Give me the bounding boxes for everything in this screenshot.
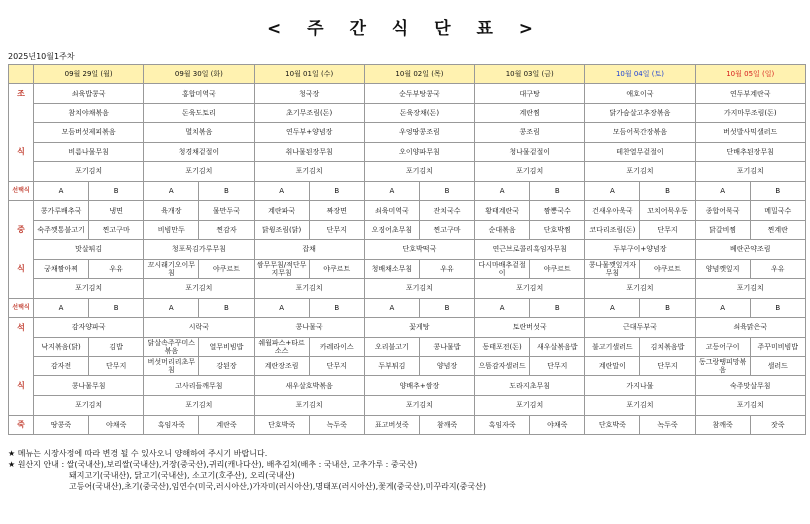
dinner-item: 고사리들깨무침 bbox=[144, 376, 254, 395]
breakfast-item: 우엉땅콩조림 bbox=[364, 123, 474, 142]
breakfast-item: 포기김치 bbox=[144, 161, 254, 181]
choice-b: B bbox=[309, 181, 364, 200]
day-header: 09월 30일 (화) bbox=[144, 65, 254, 84]
breakfast-item: 모듬버섯제피볶음 bbox=[34, 123, 144, 142]
dinner-item: 시락국 bbox=[144, 318, 254, 337]
table-row bbox=[9, 103, 806, 122]
lunch-item-a: 코다리조림(돈) bbox=[585, 220, 640, 239]
day-header: 10월 05일 (일) bbox=[695, 65, 805, 84]
breakfast-item: 청국장 bbox=[254, 84, 364, 103]
dinner-item-b: 양념장 bbox=[419, 357, 474, 376]
dinner-item: 도라지초무침 bbox=[475, 376, 585, 395]
breakfast-item: 포기김치 bbox=[585, 161, 695, 181]
choice-b: B bbox=[419, 298, 474, 317]
meal-label: 조 bbox=[9, 84, 34, 103]
dinner-item-b: 카레라이스 bbox=[309, 337, 364, 356]
dinner-item: 쇠육맑은국 bbox=[695, 318, 805, 337]
dinner-item: 포기김치 bbox=[585, 395, 695, 415]
juk-item-b: 야채죽 bbox=[89, 415, 144, 434]
dinner-item: 꽃게탕 bbox=[364, 318, 474, 337]
choice-a: A bbox=[475, 298, 530, 317]
lunch-item-b: 꼬치어묵우동 bbox=[640, 201, 695, 220]
breakfast-item: 가지마무조림(돈) bbox=[695, 103, 805, 122]
choice-b: B bbox=[89, 298, 144, 317]
breakfast-item: 포기김치 bbox=[254, 161, 364, 181]
juk-item-a: 단호박죽 bbox=[585, 415, 640, 434]
meal-label bbox=[9, 240, 34, 259]
breakfast-item: 홍합미역국 bbox=[144, 84, 254, 103]
lunch-item-a: 비빔만두 bbox=[144, 220, 199, 239]
dinner-item-b: 주꾸미비빔밥 bbox=[750, 337, 805, 356]
choice-b: B bbox=[640, 181, 695, 200]
breakfast-item: 애호이국 bbox=[585, 84, 695, 103]
lunch-item-b: 단무지 bbox=[309, 220, 364, 239]
table-row bbox=[9, 84, 806, 103]
meal-label bbox=[9, 201, 34, 220]
breakfast-item: 청나물겉절이 bbox=[475, 142, 585, 161]
table-row bbox=[9, 415, 806, 434]
meal-label: 죽 bbox=[9, 415, 34, 434]
choice-a: A bbox=[695, 298, 750, 317]
table-row bbox=[9, 142, 806, 161]
lunch-item-b: 찐감자 bbox=[199, 220, 254, 239]
lunch-item: 청포묵김가루무침 bbox=[144, 240, 254, 259]
breakfast-item: 닭가슴살고추장볶음 bbox=[585, 103, 695, 122]
lunch-item: 포기김치 bbox=[364, 278, 474, 298]
table-row bbox=[9, 395, 806, 415]
juk-item-a: 표고버섯죽 bbox=[364, 415, 419, 434]
dinner-item: 콩나물무침 bbox=[34, 376, 144, 395]
lunch-item-b: 야쿠르트 bbox=[530, 259, 585, 278]
choice-a: A bbox=[364, 181, 419, 200]
meal-label: 식 bbox=[9, 259, 34, 278]
lunch-item: 포기김치 bbox=[585, 278, 695, 298]
juk-item-b: 야채죽 bbox=[530, 415, 585, 434]
meal-label bbox=[9, 395, 34, 415]
choice-a: A bbox=[144, 181, 199, 200]
day-header: 10월 02일 (목) bbox=[364, 65, 474, 84]
dinner-item-a: 동그랑땡피망볶음 bbox=[695, 357, 750, 376]
lunch-item-b: 찐계란 bbox=[750, 220, 805, 239]
lunch-item-a: 콩가루배추국 bbox=[34, 201, 89, 220]
dinner-item-b: 열무비빔밥 bbox=[199, 337, 254, 356]
meal-label bbox=[9, 161, 34, 181]
breakfast-item: 포기김치 bbox=[364, 161, 474, 181]
meal-label bbox=[9, 357, 34, 376]
choice-a: A bbox=[34, 181, 89, 200]
lunch-item: 포기김치 bbox=[475, 278, 585, 298]
dinner-item-b: 강된장 bbox=[199, 357, 254, 376]
choice-b: B bbox=[199, 298, 254, 317]
breakfast-item: 초기무조림(돈) bbox=[254, 103, 364, 122]
breakfast-item: 연두부+양념장 bbox=[254, 123, 364, 142]
dinner-item: 가지나물 bbox=[585, 376, 695, 395]
choice-b: B bbox=[530, 181, 585, 200]
dinner-item-a: 계란장조림 bbox=[254, 357, 309, 376]
menu-table bbox=[8, 64, 806, 435]
meal-label bbox=[9, 337, 34, 356]
dinner-item-a: 오리불고기 bbox=[364, 337, 419, 356]
choice-a: A bbox=[254, 181, 309, 200]
dinner-item: 포기김치 bbox=[34, 395, 144, 415]
breakfast-item: 모듬어묵간장볶음 bbox=[585, 123, 695, 142]
lunch-item: 베란곤약조림 bbox=[695, 240, 805, 259]
breakfast-item: 청경채겉절이 bbox=[144, 142, 254, 161]
dinner-item-b: 단무지 bbox=[89, 357, 144, 376]
breakfast-item: 포기김치 bbox=[695, 161, 805, 181]
dinner-item-b: 콩나물밥 bbox=[419, 337, 474, 356]
dinner-item-a: 쉐월파스+타르소스 bbox=[254, 337, 309, 356]
lunch-item: 포기김치 bbox=[34, 278, 144, 298]
juk-item-a: 흑임자죽 bbox=[144, 415, 199, 434]
table-row bbox=[9, 318, 806, 337]
choice-a: A bbox=[144, 298, 199, 317]
choice-a: A bbox=[585, 181, 640, 200]
lunch-item-b: 짜장면 bbox=[309, 201, 364, 220]
lunch-item-a: 다시마배추겉절이 bbox=[475, 259, 530, 278]
lunch-item-a: 궁채짬아찌 bbox=[34, 259, 89, 278]
table-row bbox=[9, 161, 806, 181]
lunch-item-a: 계란파국 bbox=[254, 201, 309, 220]
table-row bbox=[9, 298, 806, 317]
lunch-item-a: 숙주깻통불고기 bbox=[34, 220, 89, 239]
dinner-item-a: 불고기샐러드 bbox=[585, 337, 640, 356]
lunch-item: 두부구이+양념장 bbox=[585, 240, 695, 259]
lunch-item-b: 잔치국수 bbox=[419, 201, 474, 220]
meal-label bbox=[9, 123, 34, 142]
choice-b: B bbox=[750, 181, 805, 200]
dinner-item: 콩나물국 bbox=[254, 318, 364, 337]
lunch-item-a: 쌈무무침/적단무지무침 bbox=[254, 259, 309, 278]
lunch-item-a: 쇠육미역국 bbox=[364, 201, 419, 220]
lunch-item-a: 육개장 bbox=[144, 201, 199, 220]
week-label: 2025년10월1주차 bbox=[8, 52, 75, 61]
dinner-item: 새우살호박볶음 bbox=[254, 376, 364, 395]
note-change: ★ 메뉴는 시장사정에 따라 변경 될 수 있사오니 양해하여 주시기 바랍니다. bbox=[8, 449, 268, 458]
lunch-item-b: 물만두국 bbox=[199, 201, 254, 220]
lunch-item-a: 황태계란국 bbox=[475, 201, 530, 220]
choice-b: B bbox=[199, 181, 254, 200]
lunch-item-b: 냉면 bbox=[89, 201, 144, 220]
meal-label bbox=[9, 103, 34, 122]
choice-b: B bbox=[640, 298, 695, 317]
meal-label: 석 bbox=[9, 318, 34, 337]
table-row bbox=[9, 65, 806, 84]
breakfast-item: 버섯발사믹샐러드 bbox=[695, 123, 805, 142]
lunch-item-b: 야쿠르트 bbox=[640, 259, 695, 278]
juk-item-b: 계란죽 bbox=[199, 415, 254, 434]
lunch-item-b: 찐고구마 bbox=[419, 220, 474, 239]
table-row bbox=[9, 259, 806, 278]
note-origin-meat: 돼지고기(국내산), 닭고기(국내산), 소고기(호주산), 오리(국내산) bbox=[69, 471, 295, 480]
lunch-item-b: 우유 bbox=[89, 259, 144, 278]
lunch-item-a: 오징어초무침 bbox=[364, 220, 419, 239]
dinner-item-a: 버섯머리리초무침 bbox=[144, 357, 199, 376]
choice-b: B bbox=[419, 181, 474, 200]
choice-a: A bbox=[364, 298, 419, 317]
dinner-item-a: 으뜸감자샐러드 bbox=[475, 357, 530, 376]
table-row bbox=[9, 220, 806, 239]
lunch-item-a: 종합어묵국 bbox=[695, 201, 750, 220]
choice-a: A bbox=[254, 298, 309, 317]
breakfast-item: 취나물된장무침 bbox=[254, 142, 364, 161]
dinner-item: 포기김치 bbox=[695, 395, 805, 415]
breakfast-item: 쇠육밥콩국 bbox=[34, 84, 144, 103]
lunch-item-a: 청배채소무침 bbox=[364, 259, 419, 278]
lunch-item-b: 메밀국수 bbox=[750, 201, 805, 220]
lunch-item: 단호박떡국 bbox=[364, 240, 474, 259]
lunch-item-b: 야쿠르트 bbox=[199, 259, 254, 278]
day-header: 10월 04일 (토) bbox=[585, 65, 695, 84]
lunch-item-b: 야쿠르트 bbox=[309, 259, 364, 278]
choice-b: B bbox=[309, 298, 364, 317]
lunch-item-b: 짬뽕국수 bbox=[530, 201, 585, 220]
breakfast-item: 비름나물무침 bbox=[34, 142, 144, 161]
lunch-item: 포기김치 bbox=[695, 278, 805, 298]
day-header: 10월 03일 (금) bbox=[475, 65, 585, 84]
dinner-item-b: 단무지 bbox=[640, 357, 695, 376]
juk-item-b: 잣죽 bbox=[750, 415, 805, 434]
breakfast-item: 돈육도토리 bbox=[144, 103, 254, 122]
table-row bbox=[9, 240, 806, 259]
dinner-item-b: 샐러드 bbox=[750, 357, 805, 376]
lunch-item-b: 단무지 bbox=[640, 220, 695, 239]
breakfast-item: 멸치볶음 bbox=[144, 123, 254, 142]
table-row bbox=[9, 123, 806, 142]
choice-b: B bbox=[89, 181, 144, 200]
table-row bbox=[9, 376, 806, 395]
breakfast-item: 순두부탕콩국 bbox=[364, 84, 474, 103]
day-header: 09월 29일 (월) bbox=[34, 65, 144, 84]
lunch-item-a: 양념깻잎지 bbox=[695, 259, 750, 278]
choice-label: 선택식 bbox=[9, 181, 34, 200]
juk-item-a: 참깨죽 bbox=[695, 415, 750, 434]
dinner-item-b: 김밥 bbox=[89, 337, 144, 356]
dinner-item: 포기김치 bbox=[475, 395, 585, 415]
lunch-item-b: 단호박찜 bbox=[530, 220, 585, 239]
lunch-item: 연근브로콜리흑임자무침 bbox=[475, 240, 585, 259]
lunch-item-a: 꼬시래기오이무침 bbox=[144, 259, 199, 278]
lunch-item: 맛살튀김 bbox=[34, 240, 144, 259]
dinner-item-a: 닭살속주꾸미스볶음 bbox=[144, 337, 199, 356]
table-row bbox=[9, 337, 806, 356]
dinner-item: 근대두부국 bbox=[585, 318, 695, 337]
lunch-item-b: 찐고구마 bbox=[89, 220, 144, 239]
table-row bbox=[9, 201, 806, 220]
dinner-item-a: 동태포전(돈) bbox=[475, 337, 530, 356]
breakfast-item: 콩조림 bbox=[475, 123, 585, 142]
dinner-item: 감자양파국 bbox=[34, 318, 144, 337]
juk-item-a: 흑임자죽 bbox=[475, 415, 530, 434]
choice-label: 선택식 bbox=[9, 298, 34, 317]
breakfast-item: 포기김치 bbox=[34, 161, 144, 181]
table-row bbox=[9, 278, 806, 298]
breakfast-item: 연두부계란국 bbox=[695, 84, 805, 103]
dinner-item: 포기김치 bbox=[144, 395, 254, 415]
dinner-item: 숙주맛살무침 bbox=[695, 376, 805, 395]
lunch-item-b: 우유 bbox=[419, 259, 474, 278]
choice-a: A bbox=[695, 181, 750, 200]
meal-label: 식 bbox=[9, 376, 34, 395]
lunch-item: 잡채 bbox=[254, 240, 364, 259]
breakfast-item: 계란찜 bbox=[475, 103, 585, 122]
juk-item-b: 녹두죽 bbox=[640, 415, 695, 434]
lunch-item-a: 순대볶음 bbox=[475, 220, 530, 239]
dinner-item-a: 두부튀김 bbox=[364, 357, 419, 376]
dinner-item: 포기김치 bbox=[364, 395, 474, 415]
choice-a: A bbox=[34, 298, 89, 317]
lunch-item: 포기김치 bbox=[254, 278, 364, 298]
lunch-item-a: 콩나물깻잎겨자무침 bbox=[585, 259, 640, 278]
dinner-item-b: 새우살볶음밥 bbox=[530, 337, 585, 356]
choice-a: A bbox=[475, 181, 530, 200]
lunch-item-a: 닭윙조림(닭) bbox=[254, 220, 309, 239]
dinner-item-a: 고등어구이 bbox=[695, 337, 750, 356]
lunch-item-b: 우유 bbox=[750, 259, 805, 278]
juk-item-a: 땅콩죽 bbox=[34, 415, 89, 434]
lunch-item-a: 닭갈비찜 bbox=[695, 220, 750, 239]
choice-a: A bbox=[585, 298, 640, 317]
lunch-item-a: 건새우아욱국 bbox=[585, 201, 640, 220]
note-origin: ★ 원산지 안내 : 쌀(국내산),보리쌀(국내산),거장(중국산),귀리(캐나다산), 배추김치(배추 : 국내산, 고추가루 : 중국산) bbox=[8, 460, 418, 469]
dinner-item-b: 단무지 bbox=[530, 357, 585, 376]
breakfast-item: 참치야채볶음 bbox=[34, 103, 144, 122]
breakfast-item: 대구탕 bbox=[475, 84, 585, 103]
lunch-item: 포기김치 bbox=[144, 278, 254, 298]
meal-label: 중 bbox=[9, 220, 34, 239]
breakfast-item: 포기김치 bbox=[475, 161, 585, 181]
note-origin-fish: 고등어(국내산),초기(중국산),임연수(미국,러시아산,)가자미(러시아산),명태포(러시아산),꽃게(중국산),미꾸라지(중국산) bbox=[69, 482, 486, 491]
dinner-item-b: 김치볶음밥 bbox=[640, 337, 695, 356]
choice-b: B bbox=[750, 298, 805, 317]
juk-item-b: 녹두죽 bbox=[309, 415, 364, 434]
breakfast-item: 테찬열무겉절이 bbox=[585, 142, 695, 161]
dinner-item-a: 감자전 bbox=[34, 357, 89, 376]
table-row bbox=[9, 181, 806, 200]
juk-item-b: 참깨죽 bbox=[419, 415, 474, 434]
dinner-item: 양배추+쌈장 bbox=[364, 376, 474, 395]
table-row bbox=[9, 357, 806, 376]
corner-cell bbox=[9, 65, 34, 84]
dinner-item-b: 단무지 bbox=[309, 357, 364, 376]
breakfast-item: 오이양파무침 bbox=[364, 142, 474, 161]
dinner-item: 포기김치 bbox=[254, 395, 364, 415]
dinner-item: 토란버섯국 bbox=[475, 318, 585, 337]
meal-label bbox=[9, 278, 34, 298]
dinner-item-a: 낙지볶음(닭) bbox=[34, 337, 89, 356]
juk-item-a: 단호박죽 bbox=[254, 415, 309, 434]
breakfast-item: 돈육장채(돈) bbox=[364, 103, 474, 122]
choice-b: B bbox=[530, 298, 585, 317]
meal-label: 식 bbox=[9, 142, 34, 161]
day-header: 10월 01일 (수) bbox=[254, 65, 364, 84]
breakfast-item: 단배추된장무침 bbox=[695, 142, 805, 161]
page-title: < 주 간 식 단 표 > bbox=[266, 19, 544, 39]
dinner-item-a: 계란말이 bbox=[585, 357, 640, 376]
notes bbox=[8, 448, 486, 492]
